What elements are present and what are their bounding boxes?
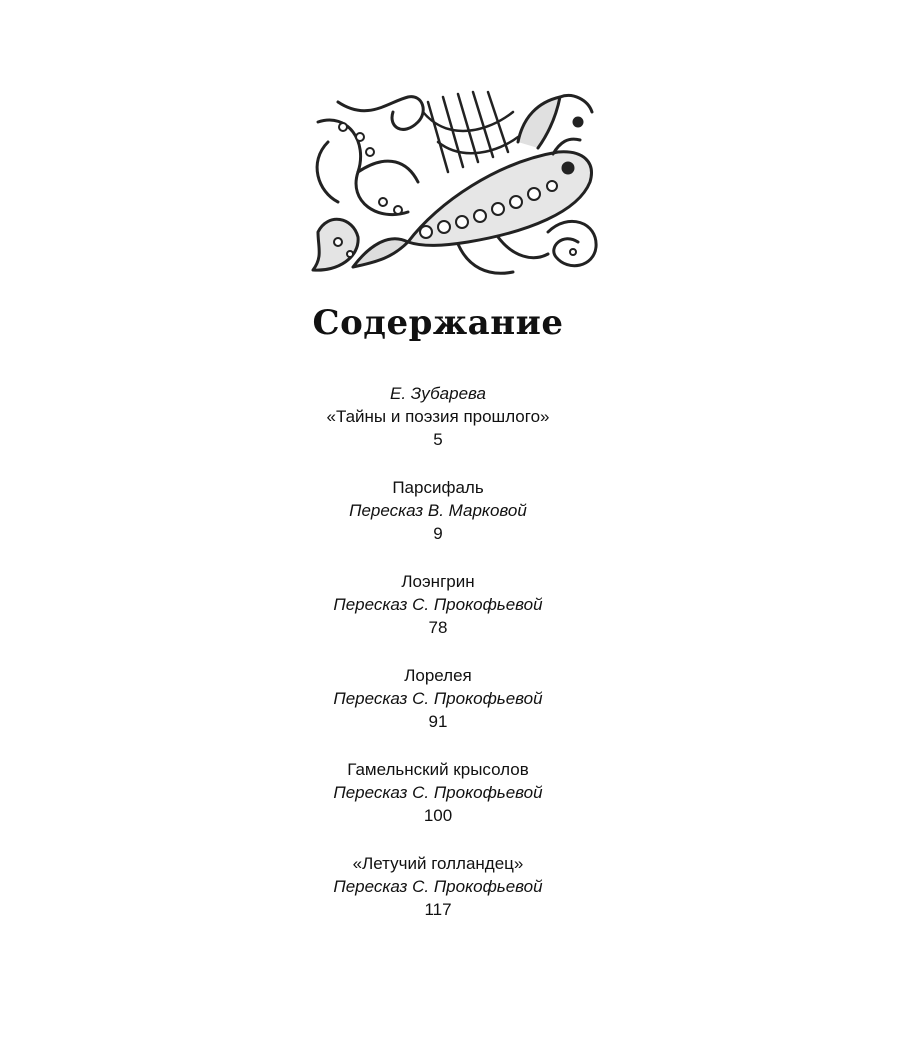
toc-entry-page: 100 <box>423 806 453 825</box>
toc-entry-reteller: Пересказ С. Прокофьевой <box>333 783 543 802</box>
toc-entry-page: 5 <box>433 430 443 449</box>
toc-entry[interactable] <box>0 476 876 545</box>
toc-entry-title: «Тайны и поэзия прошлого» <box>326 407 550 426</box>
toc-entry-page: 9 <box>433 524 443 543</box>
toc-entry-title: Лорелея <box>404 666 472 685</box>
toc-entry[interactable] <box>0 758 876 827</box>
table-of-contents <box>0 382 876 946</box>
toc-entry-page: 78 <box>428 618 448 637</box>
toc-entry[interactable] <box>0 664 876 733</box>
toc-entry-title: Гамельнский крысолов <box>347 760 529 779</box>
toc-entry-title: «Летучий голландец» <box>352 854 524 873</box>
toc-entry-page: 117 <box>424 900 452 919</box>
toc-entry-reteller: Пересказ С. Прокофьевой <box>333 877 543 896</box>
page-title: Содержание <box>312 303 564 343</box>
toc-entry[interactable] <box>0 382 876 451</box>
toc-entry-reteller: Пересказ С. Прокофьевой <box>333 689 543 708</box>
toc-entry-reteller: Пересказ С. Прокофьевой <box>333 595 543 614</box>
toc-entry[interactable] <box>0 852 876 921</box>
toc-entry[interactable] <box>0 570 876 639</box>
toc-entry-reteller: Пересказ В. Марковой <box>349 501 527 520</box>
celtic-fish-ornament-icon <box>298 82 610 282</box>
toc-entry-page: 91 <box>428 712 448 731</box>
toc-entry-title: Лоэнгрин <box>401 572 475 591</box>
toc-entry-title: Парсифаль <box>392 478 484 497</box>
toc-entry-author: Е. Зубарева <box>390 384 486 403</box>
